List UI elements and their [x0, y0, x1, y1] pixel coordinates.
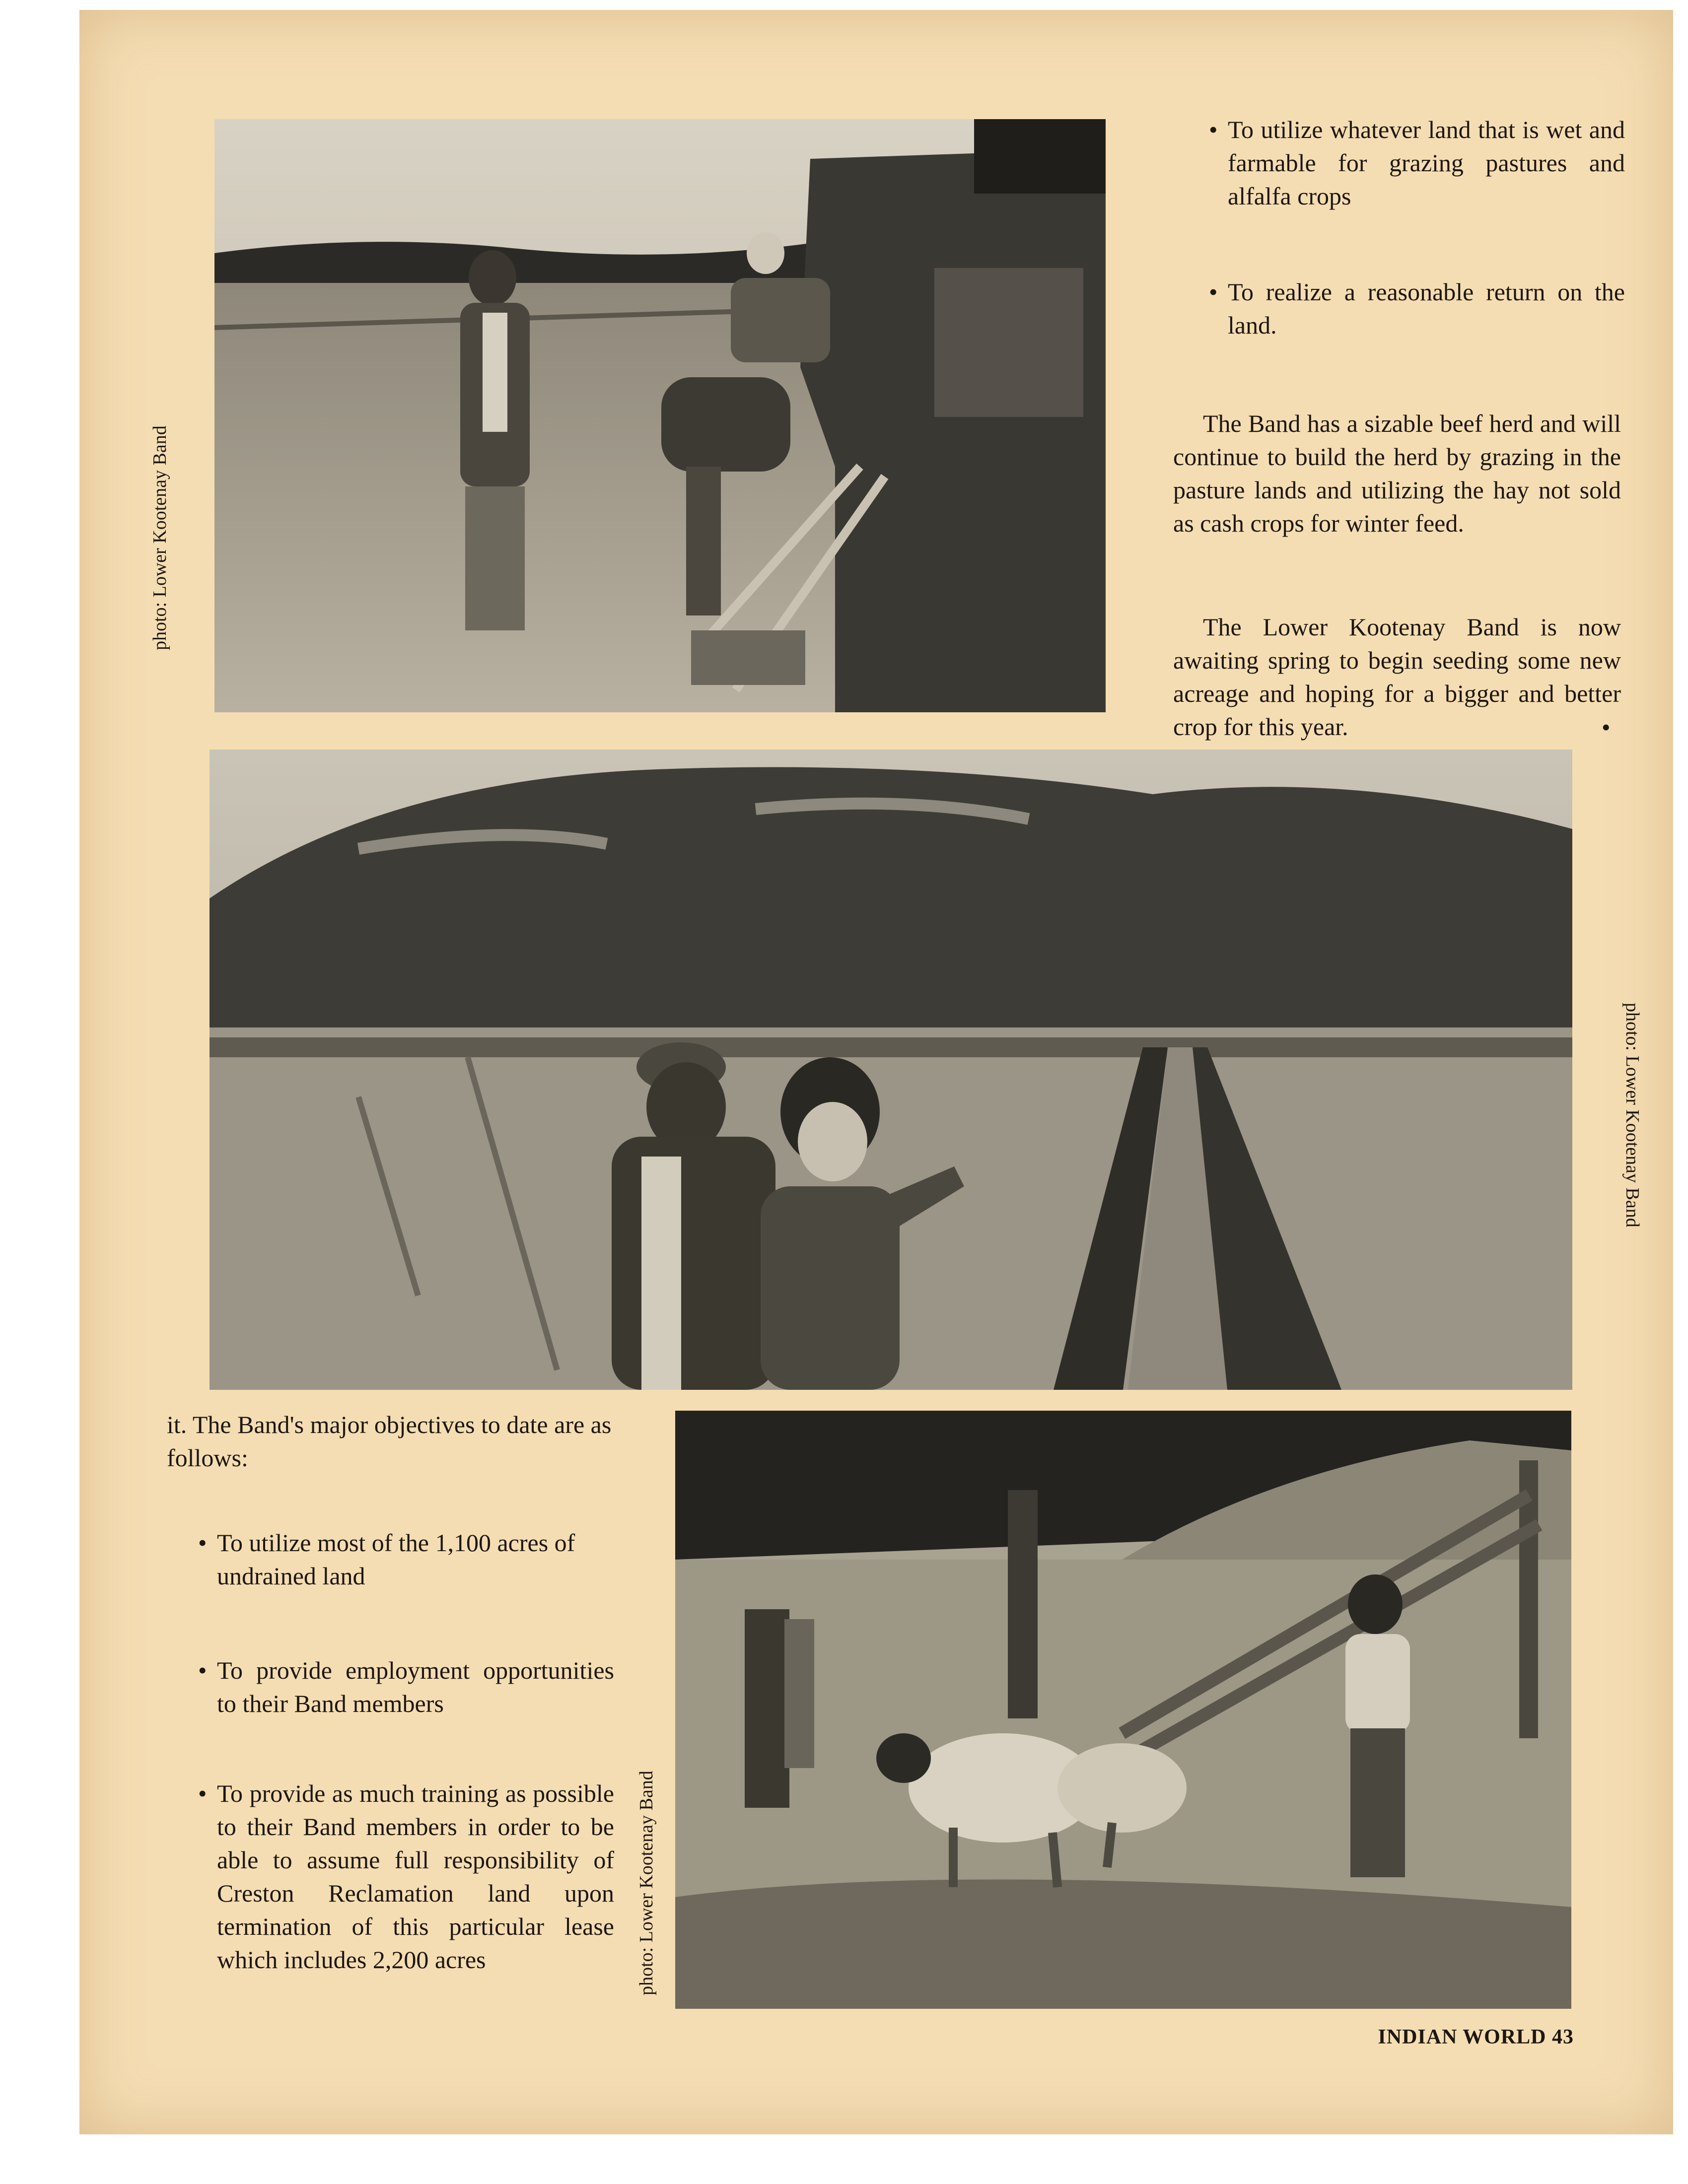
- paragraph-awaiting-spring: [1173, 611, 1621, 744]
- bullet-training: [198, 1777, 614, 1977]
- photo-credit-bottom: photo: Lower Kootenay Band: [636, 1771, 657, 1995]
- bullet-wet-land: [1209, 113, 1625, 213]
- bullet-employment: [198, 1654, 614, 1720]
- bullet-undrained: [198, 1526, 614, 1593]
- bullet-dot: •: [198, 1779, 207, 1807]
- paragraph-beef-herd: [1173, 407, 1621, 540]
- paragraph-objectives-intro: [167, 1408, 614, 1475]
- bullet-wet-land-text: To utilize whatever land that is wet and farmable for grazing pastures and alfalfa crops: [1228, 116, 1625, 210]
- photo-child-sheep: [675, 1411, 1571, 2009]
- bullet-dot: •: [1209, 278, 1218, 306]
- bullet-dot: •: [198, 1529, 207, 1557]
- bullet-return: [1209, 275, 1625, 342]
- bullet-employment-text: To provide employment opportunities to their Band members: [217, 1656, 614, 1717]
- paragraph-awaiting-spring-text: The Lower Kootenay Band is now awaiting spring to begin seeding some new acreage and hoping for a bigger and better crop for this year.: [1173, 613, 1621, 741]
- photo-credit-middle: photo: Lower Kootenay Band: [1622, 1003, 1643, 1228]
- photo-plowed-field: [210, 750, 1572, 1390]
- end-of-article-mark: •: [1602, 713, 1611, 741]
- paragraph-beef-herd-text: The Band has a sizable beef herd and will continue to build the herd by grazing in the pasture lands and utilizing the hay not sold as cash crops for winter feed.: [1173, 410, 1621, 537]
- photo-credit-top: photo: Lower Kootenay Band: [149, 425, 170, 650]
- bullet-dot: •: [198, 1656, 207, 1684]
- bullet-dot: •: [1209, 116, 1218, 143]
- page-footer-label: INDIAN WORLD 43: [1378, 2026, 1574, 2048]
- bullet-training-text: To provide as much training as possible to their Band members in order to be able to assume full responsibility of Creston Reclamation land upon termination of this particular lease which includes 2,200 acres: [217, 1779, 614, 1974]
- bullet-undrained-text: To utilize most of the 1,100 acres of undrained land: [217, 1529, 575, 1590]
- paragraph-objectives-intro-text: it. The Band's major objectives to date are as follows:: [167, 1411, 612, 1472]
- photo-farm-machinery: [214, 119, 1106, 712]
- bullet-return-text: To realize a reasonable return on the land.: [1228, 278, 1625, 339]
